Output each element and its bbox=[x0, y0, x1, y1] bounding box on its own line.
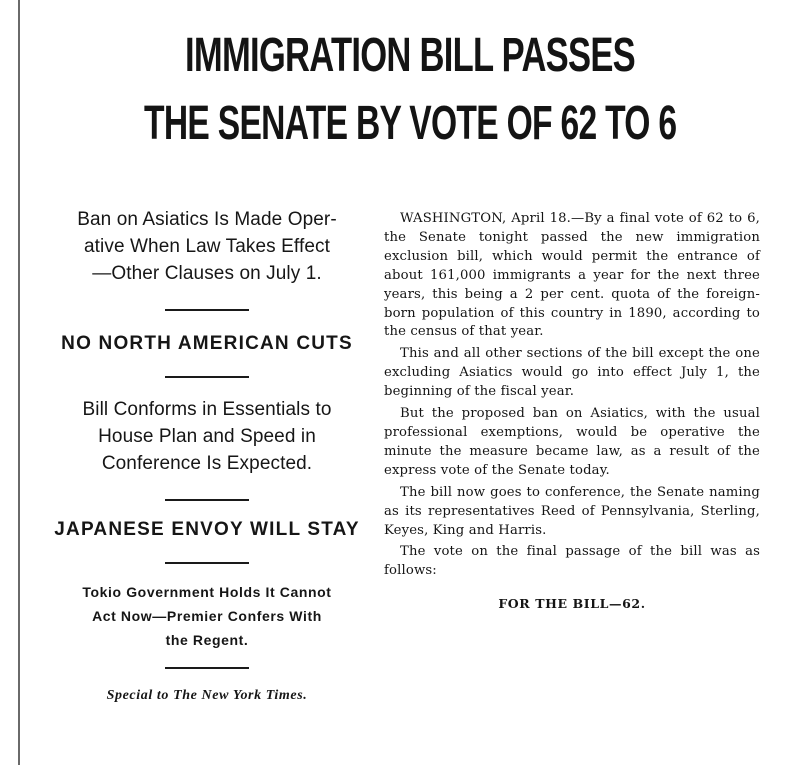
deck-first bbox=[38, 206, 376, 287]
headline-line-1: IMMIGRATION BILL PASSES bbox=[184, 29, 636, 82]
deck-divider bbox=[165, 376, 249, 378]
crossline-envoy: JAPANESE ENVOY WILL STAY bbox=[54, 519, 360, 540]
deck-divider bbox=[165, 309, 249, 311]
deck-third bbox=[38, 580, 376, 652]
deck-line: ative When Law Takes Effect bbox=[84, 236, 330, 257]
deck-line: House Plan and Speed in bbox=[98, 426, 316, 447]
deck-line: Act Now—Premier Confers With bbox=[92, 608, 322, 624]
deck-line: Bill Conforms in Essentials to bbox=[82, 399, 332, 420]
deck-second bbox=[38, 396, 376, 477]
article-paragraph: This and all other sections of the bill except the one excluding Asiatics would go into effect July 1, the beginning of the fiscal year. bbox=[384, 346, 760, 400]
crossline-no-cuts: NO NORTH AMERICAN CUTS bbox=[61, 333, 353, 354]
deck-column bbox=[38, 206, 376, 704]
deck-line: Conference Is Expected. bbox=[101, 453, 313, 474]
deck-divider bbox=[165, 562, 249, 564]
deck-line: —Other Clauses on July 1. bbox=[92, 263, 322, 284]
deck-divider bbox=[165, 667, 249, 669]
deck-line: the Regent. bbox=[165, 632, 249, 648]
article-paragraph: WASHINGTON, April 18.—By a final vote of 62 to 6, the Senate tonight passed the new immigration exclusion bill, which would permit the entrance of about 161,000 immigrants a year for the next three years, this being a 2 per cent. quota of the foreign-born population of this country in 1890, according to the census of that year. bbox=[384, 211, 760, 340]
deck-divider bbox=[165, 499, 249, 501]
article-paragraph: But the proposed ban on Asiatics, with the usual professional exemptions, would be operative the minute the measure became law, as a result of the express vote of the Senate today. bbox=[384, 406, 760, 478]
dateline: Special to The New York Times. bbox=[106, 688, 308, 703]
article-body bbox=[384, 210, 760, 614]
column-rule bbox=[18, 0, 20, 765]
deck-line: Tokio Government Holds It Cannot bbox=[82, 584, 332, 600]
vote-subhead: FOR THE BILL—62. bbox=[498, 596, 646, 612]
headline-line-2: THE SENATE BY VOTE OF 62 TO 6 bbox=[144, 97, 677, 150]
article-paragraph: The vote on the final passage of the bill was as follows: bbox=[384, 544, 760, 579]
deck-line: Ban on Asiatics Is Made Oper- bbox=[77, 209, 337, 230]
article-paragraph: The bill now goes to conference, the Senate naming as its representatives Reed of Pennsylvania, Sterling, Keyes, King and Harris. bbox=[384, 484, 760, 538]
